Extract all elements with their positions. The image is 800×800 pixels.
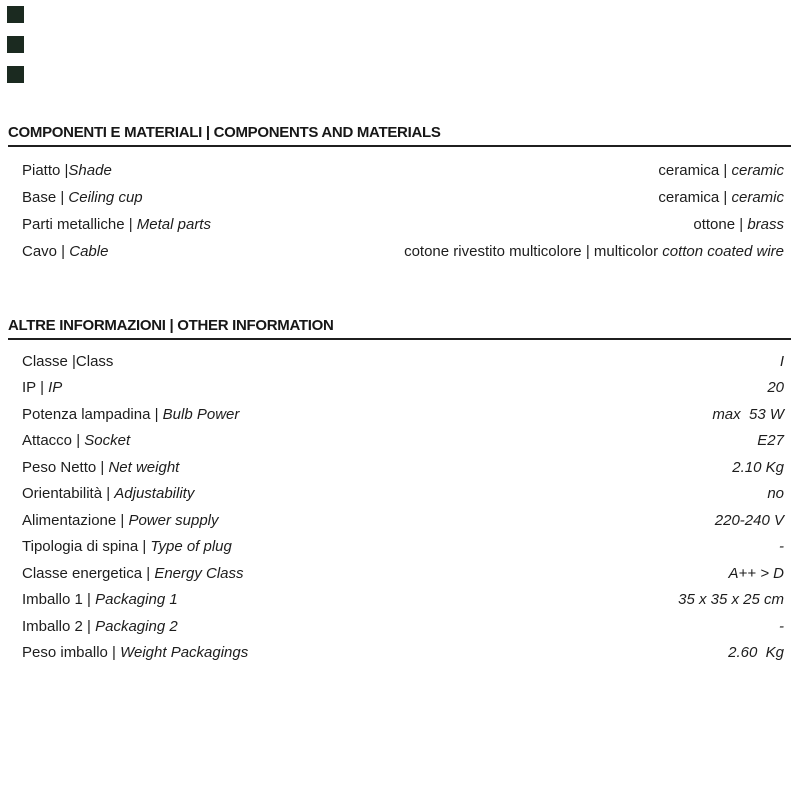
row-imballo-1-packaging-1 bbox=[22, 587, 784, 614]
brand-logo-squares bbox=[7, 6, 24, 96]
row-attacco-socket bbox=[22, 428, 784, 455]
components-materials-rows bbox=[22, 157, 784, 265]
row-label: Base | Ceiling cup bbox=[22, 189, 143, 206]
row-value: ottone | brass bbox=[693, 216, 784, 233]
row-parti-metalliche-metal-parts bbox=[22, 211, 784, 238]
row-label: Cavo | Cable bbox=[22, 243, 109, 260]
row-label: Peso Netto | Net weight bbox=[22, 458, 180, 476]
logo-square bbox=[7, 6, 24, 23]
row-value: ceramica | ceramic bbox=[658, 162, 784, 179]
section-title-components-materials: COMPONENTI E MATERIALI | COMPONENTS AND MATERIALS bbox=[8, 124, 791, 147]
row-label: Potenza lampadina | Bulb Power bbox=[22, 405, 240, 423]
row-alimentazione-power-supply bbox=[22, 507, 784, 534]
row-imballo-2-packaging-2 bbox=[22, 613, 784, 640]
row-label: Parti metalliche | Metal parts bbox=[22, 216, 211, 233]
row-classe-energetica-energy-class bbox=[22, 560, 784, 587]
row-label: Attacco | Socket bbox=[22, 432, 131, 450]
section-title-other-information: ALTRE INFORMAZIONI | OTHER INFORMATION bbox=[8, 317, 791, 340]
row-label: Imballo 1 | Packaging 1 bbox=[22, 591, 178, 609]
row-value: - bbox=[779, 538, 784, 556]
row-peso-imballo-weight-packagings bbox=[22, 640, 784, 667]
row-value: 220-240 V bbox=[714, 511, 784, 529]
row-label: Piatto |Shade bbox=[22, 162, 112, 179]
row-label: Classe |Class bbox=[22, 352, 114, 370]
row-base-ceiling-cup bbox=[22, 184, 784, 211]
row-piatto-shade bbox=[22, 157, 784, 184]
row-ip bbox=[22, 375, 784, 402]
row-label: Peso imballo | Weight Packagings bbox=[22, 644, 249, 662]
logo-square bbox=[7, 36, 24, 53]
row-orientabilita-adjustability bbox=[22, 481, 784, 508]
row-value: 35 x 35 x 25 cm bbox=[678, 591, 784, 609]
row-cavo-cable bbox=[22, 238, 784, 265]
row-label: Tipologia di spina | Type of plug bbox=[22, 538, 232, 556]
row-tipologia-di-spina-type-of-plug bbox=[22, 534, 784, 561]
other-information-rows bbox=[22, 348, 784, 666]
row-value: ceramica | ceramic bbox=[658, 189, 784, 206]
row-value: max 53 W bbox=[712, 405, 784, 423]
row-peso-netto-net-weight bbox=[22, 454, 784, 481]
row-potenza-lampadina-bulb-power bbox=[22, 401, 784, 428]
row-label: Alimentazione | Power supply bbox=[22, 511, 219, 529]
row-value: 2.60 Kg bbox=[728, 644, 784, 662]
logo-square bbox=[7, 66, 24, 83]
row-value: no bbox=[767, 485, 784, 503]
row-value: - bbox=[779, 617, 784, 635]
row-label: Imballo 2 | Packaging 2 bbox=[22, 617, 178, 635]
row-label: Classe energetica | Energy Class bbox=[22, 564, 244, 582]
row-label: Orientabilità | Adjustability bbox=[22, 485, 195, 503]
row-value: I bbox=[779, 352, 784, 370]
row-value: A++ > D bbox=[728, 564, 784, 582]
row-value: 2.10 Kg bbox=[732, 458, 784, 476]
row-value: 20 bbox=[767, 379, 784, 397]
row-label: IP | IP bbox=[22, 379, 63, 397]
row-value: cotone rivestito multicolore | multicolor cotton coated wire bbox=[404, 243, 784, 260]
row-value: E27 bbox=[757, 432, 784, 450]
row-classe-class bbox=[22, 348, 784, 375]
